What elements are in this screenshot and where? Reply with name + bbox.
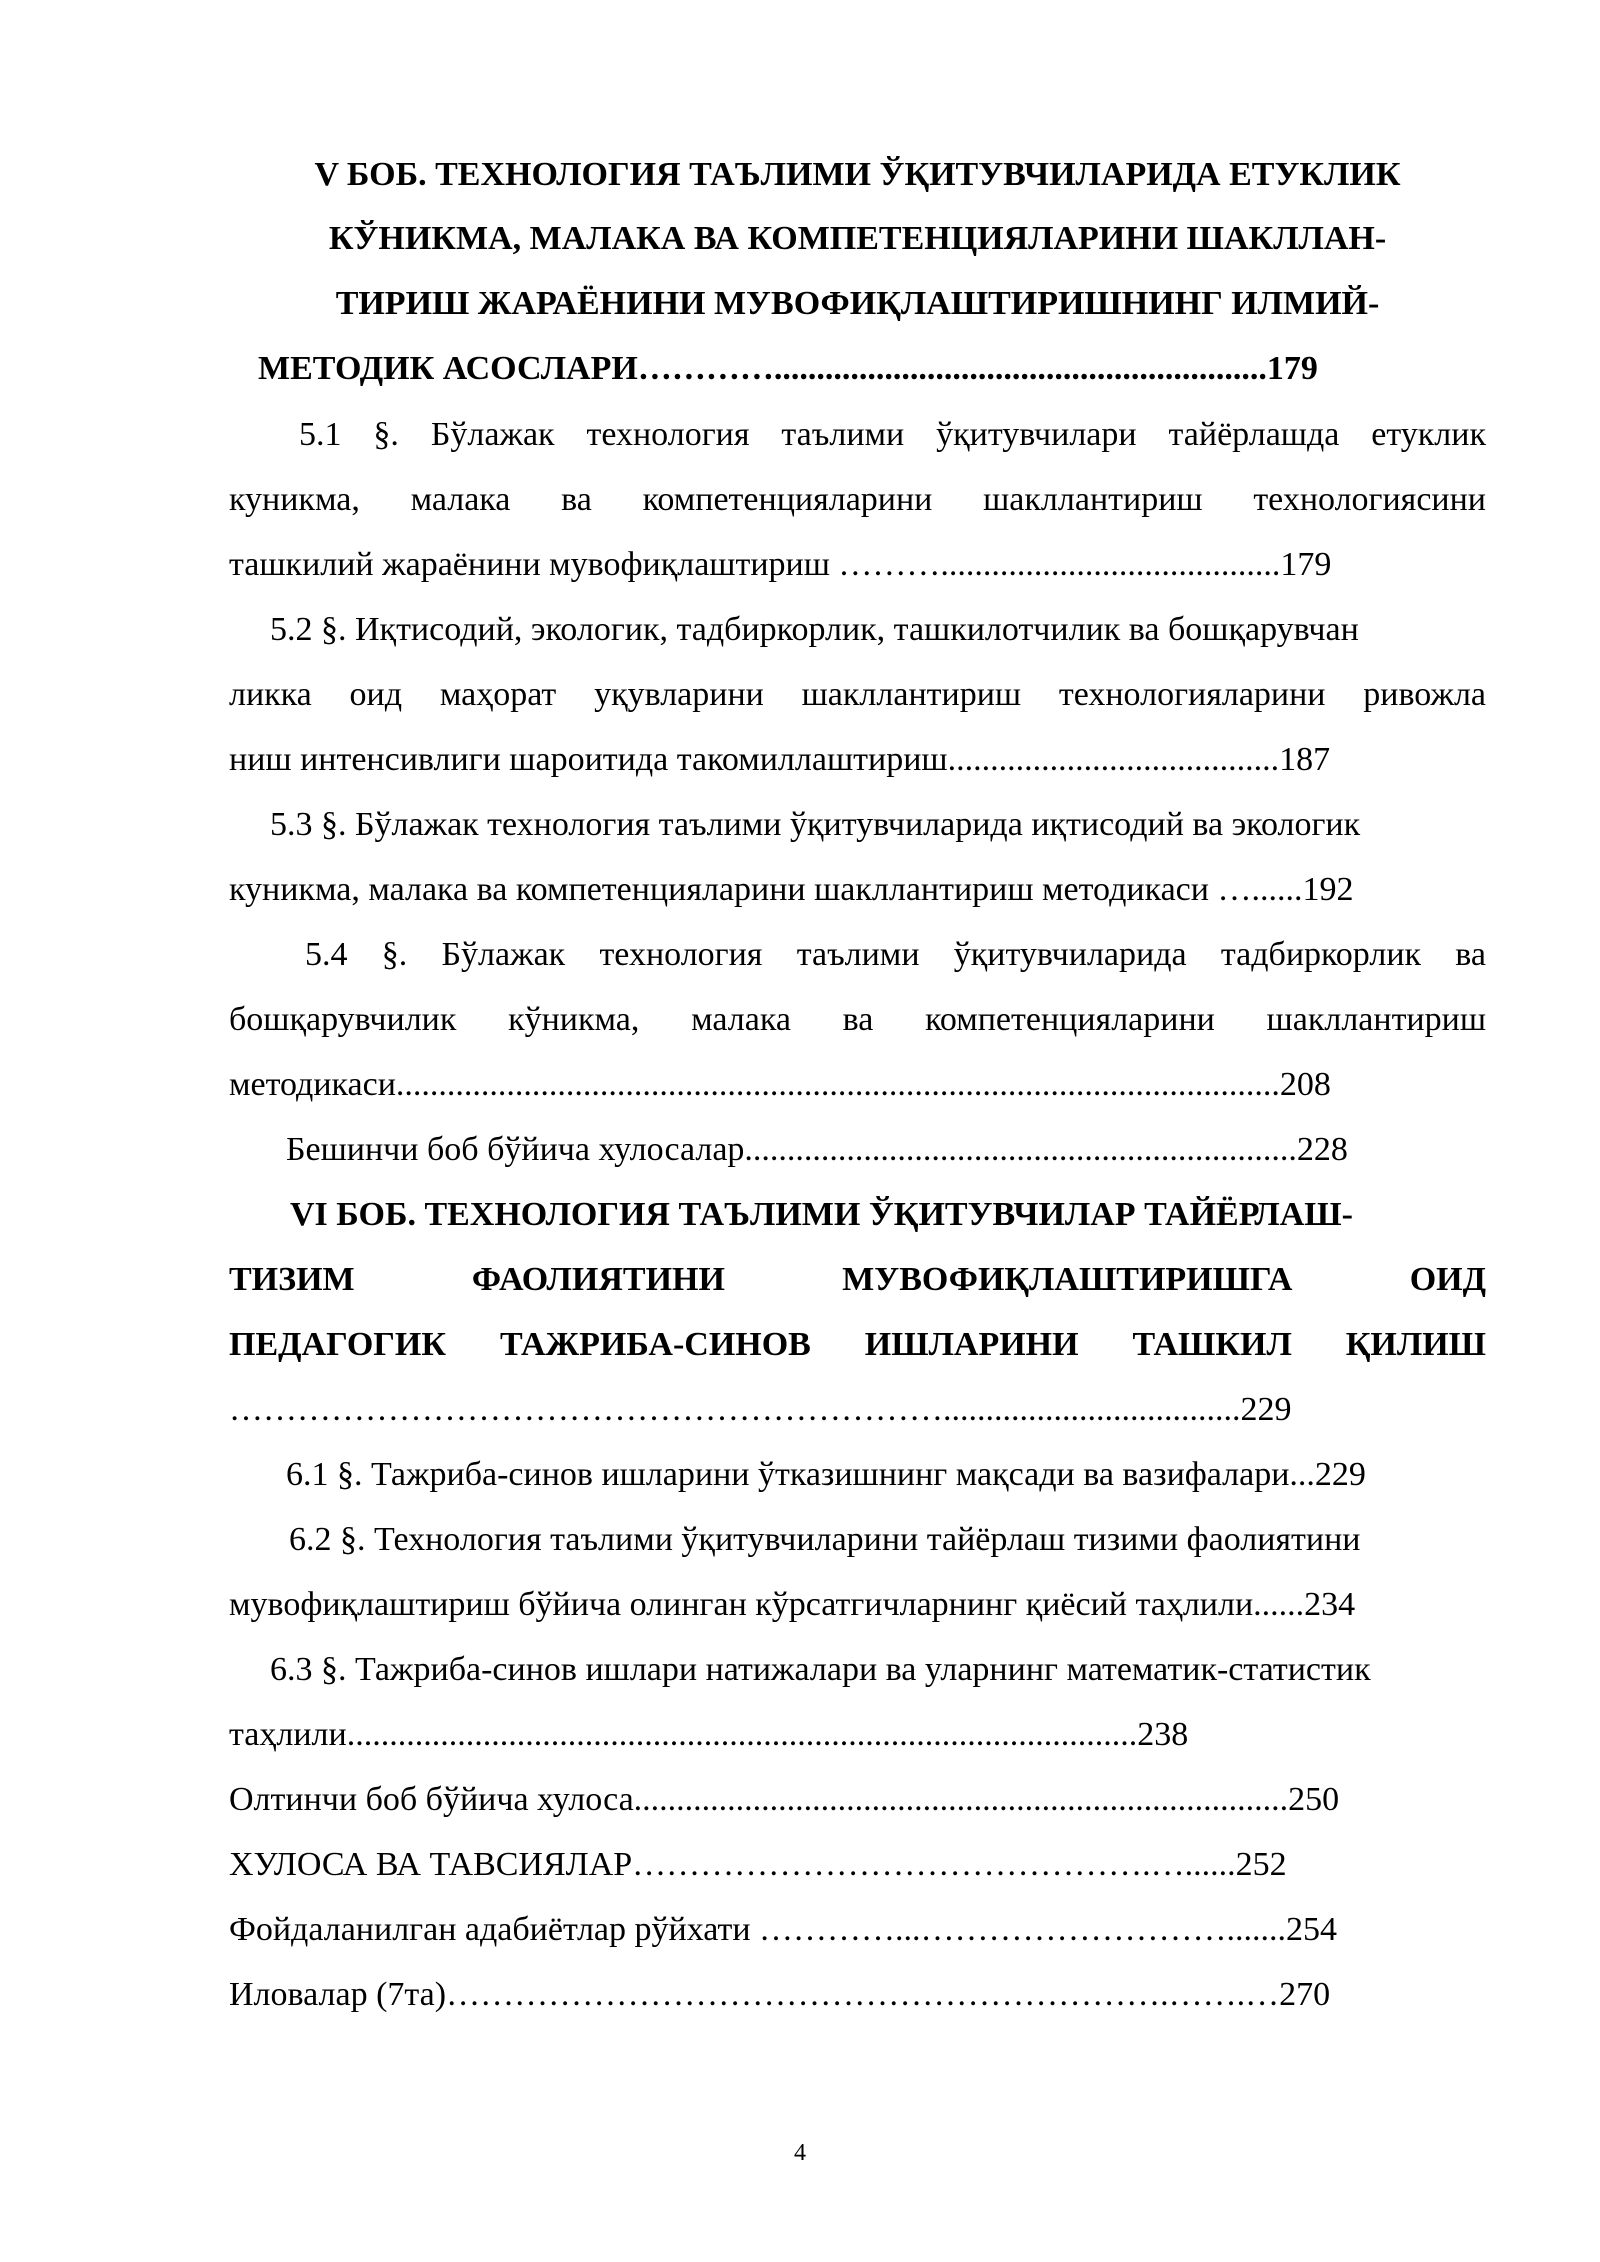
section-6-2-line1: 6.2 §. Технология таълими ўқитувчиларини тайёрлаш тизими фаолиятини: [289, 1521, 1361, 1558]
section-5-2-line1: 5.2 §. Иқтисодий, экологик, тадбиркорлик, ташкилотчилик ва бошқарувчан: [270, 611, 1359, 648]
section-6-3-line1: 6.3 §. Тажриба-синов ишлари натижалари ва уларнинг математик-статистик: [270, 1651, 1371, 1688]
references-list: Фойдаланилган адабиётлар рўйхати …………...……………………….......254: [229, 1911, 1338, 1948]
chapter5-title-line3: ТИРИШ ЖАРАЁНИНИ МУВОФИҚЛАШТИРИШНИНГ ИЛМИЙ-: [335, 285, 1380, 322]
chapter6-title-line4: ………………………………………………………...................................229: [229, 1391, 1292, 1428]
conclusions-and-recommendations: ХУЛОСА ВА ТАВСИЯЛАР……………………………………….…......252: [229, 1846, 1287, 1883]
page-number: 4: [794, 2140, 806, 2166]
section-5-2-line3: ниш интенсивлиги шароитида такомиллаштириш.......................................187: [229, 741, 1331, 778]
section-5-4-line3: методикаси........................................................................................................208: [229, 1066, 1331, 1103]
section-5-3-line1: 5.3 §. Бўлажак технология таълими ўқитувчиларида иқтисодий ва экологик: [270, 806, 1361, 843]
section-5-1-line3: ташкилий жараёнини мувофиқлаштириш ………........................................179: [229, 546, 1332, 583]
chapter5-title-line2: КЎНИКМА, МАЛАКА ВА КОМПЕТЕНЦИЯЛАРИНИ ШАКЛЛАН-: [328, 220, 1387, 257]
chapter6-title-line1: VI БОБ. ТЕХНОЛОГИЯ ТАЪЛИМИ ЎҚИТУВЧИЛАР ТАЙЁРЛАШ-: [290, 1196, 1353, 1233]
section-5-1-line2: куникма, малака ва компетенцияларини шакллантириш технологиясини: [229, 481, 1486, 518]
chapter6-title-line3: ПЕДАГОГИК ТАЖРИБА-СИНОВ ИШЛАРИНИ ТАШКИЛ ҚИЛИШ: [229, 1326, 1486, 1363]
chapter5-conclusion: Бешинчи боб бўйича хулосалар.................................................................228: [286, 1131, 1348, 1168]
section-5-1-line1: 5.1 §. Бўлажак технология таълими ўқитувчилари тайёрлашда етуклик: [299, 416, 1486, 453]
section-5-2-line2: ликка оид маҳорат уқувларини шакллантириш технологияларини ривожла: [229, 676, 1486, 713]
section-5-3-line2: куникма, малака ва компетенцияларини шакллантириш методикаси …......192: [229, 871, 1354, 908]
section-6-1: 6.1 §. Тажриба-синов ишларини ўтказишнинг мақсади ва вазифалари...229: [286, 1456, 1366, 1493]
chapter6-conclusion: Олтинчи боб бўйича хулоса.............................................................................250: [229, 1781, 1340, 1818]
chapter5-title-line4: МЕТОДИК АСОСЛАРИ…………..........................................................179: [258, 350, 1318, 387]
section-5-4-line2: бошқарувчилик кўникма, малака ва компетенцияларини шакллантириш: [229, 1001, 1486, 1038]
chapter5-title-line4-wrap: [258, 349, 1458, 389]
section-6-3-line2: таҳлили.............................................................................................238: [229, 1716, 1189, 1753]
section-6-2-line2: мувофиқлаштириш бўйича олинган кўрсатгичларнинг қиёсий таҳлили......234: [229, 1586, 1356, 1623]
chapter6-title-line2: ТИЗИМ ФАОЛИЯТИНИ МУВОФИҚЛАШТИРИШГА ОИД: [229, 1261, 1486, 1298]
appendices: Иловалар (7та)……………………………………………………….…….…270: [229, 1976, 1331, 2013]
chapter5-title-line1: V БОБ. ТЕХНОЛОГИЯ ТАЪЛИМИ ЎҚИТУВЧИЛАРИДА ЕТУКЛИК: [314, 156, 1401, 193]
section-5-4-line1: 5.4 §. Бўлажак технология таълими ўқитувчиларида тадбиркорлик ва: [305, 936, 1486, 973]
